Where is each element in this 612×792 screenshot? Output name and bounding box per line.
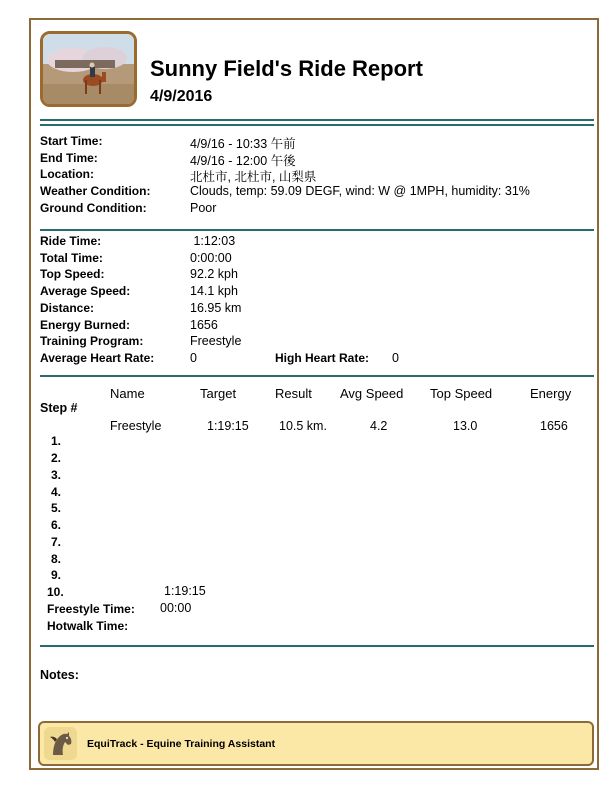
location-value: 北杜市, 北杜市, 山梨県 (190, 170, 317, 184)
step-number: 5. (51, 501, 62, 515)
divider (40, 645, 594, 647)
high-heart-rate-value: 0 (392, 351, 399, 365)
step-number: 3. (51, 468, 62, 482)
step-number: 9. (51, 568, 62, 582)
report-date: 4/9/2016 (150, 88, 213, 105)
total-time-label: Total Time: (40, 251, 103, 265)
step-number: 7. (51, 535, 62, 549)
step-number: 4. (51, 485, 62, 499)
horse-photo (40, 31, 137, 107)
footer-text: EquiTrack - Equine Training Assistant (87, 738, 276, 750)
average-speed-label: Average Speed: (40, 284, 131, 298)
column-header-target: Target (200, 386, 237, 401)
step-result-cell: 10.5 km. (279, 419, 327, 433)
column-header-energy: Energy (530, 386, 572, 401)
horse-head-icon (44, 727, 77, 760)
weather-label: Weather Condition: (40, 184, 151, 198)
divider (40, 375, 594, 377)
energy-burned-label: Energy Burned: (40, 318, 131, 332)
footer-bar (38, 721, 594, 766)
location-label: Location: (40, 167, 94, 181)
column-header-top-speed: Top Speed (430, 386, 493, 401)
end-time-value: 4/9/16 - 12:00 午後 (190, 154, 296, 168)
start-time-label: Start Time: (40, 134, 103, 148)
column-header-name: Name (110, 386, 145, 401)
ground-value: Poor (190, 201, 217, 215)
divider (40, 119, 594, 121)
step-top-speed-cell: 13.0 (453, 419, 478, 433)
step-avg-speed-cell: 4.2 (370, 419, 388, 433)
divider (40, 229, 594, 231)
step-number: 6. (51, 518, 62, 532)
ride-time-label: Ride Time: (40, 234, 102, 248)
column-header-avg-speed: Avg Speed (340, 386, 404, 401)
hotwalk-time-label: Hotwalk Time: (47, 619, 129, 633)
step-energy-cell: 1656 (540, 419, 568, 433)
step-number: 10. (47, 585, 64, 599)
divider (40, 124, 594, 126)
weather-value: Clouds, temp: 59.09 DEGF, wind: W @ 1MPH, humidity: 31% (190, 184, 530, 198)
distance-label: Distance: (40, 301, 95, 315)
top-speed-label: Top Speed: (40, 267, 105, 281)
top-speed-value: 92.2 kph (190, 267, 238, 281)
freestyle-time-value: 00:00 (160, 601, 192, 615)
high-heart-rate-label: High Heart Rate: (275, 351, 370, 365)
step-number-header: Step # (40, 401, 78, 415)
ground-label: Ground Condition: (40, 201, 147, 215)
training-program-value: Freestyle (190, 334, 242, 348)
average-speed-value: 14.1 kph (190, 284, 238, 298)
start-time-value: 4/9/16 - 10:33 午前 (190, 137, 296, 151)
ride-time-value: 1:12:03 (190, 234, 236, 248)
report-title: Sunny Field's Ride Report (150, 56, 423, 81)
total-time-cell: 1:19:15 (164, 584, 206, 598)
step-name-cell: Freestyle (110, 419, 162, 433)
energy-burned-value: 1656 (190, 318, 218, 332)
end-time-label: End Time: (40, 151, 98, 165)
distance-value: 16.95 km (190, 301, 242, 315)
freestyle-time-label: Freestyle Time: (47, 602, 135, 616)
average-heart-rate-label: Average Heart Rate: (40, 351, 155, 365)
step-number: 1. (51, 434, 62, 448)
step-number: 2. (51, 451, 62, 465)
column-header-result: Result (275, 386, 312, 401)
average-heart-rate-value: 0 (190, 351, 197, 365)
total-time-value: 0:00:00 (190, 251, 232, 265)
step-number: 8. (51, 552, 62, 566)
notes-label: Notes: (40, 668, 79, 682)
step-target-cell: 1:19:15 (207, 419, 249, 433)
training-program-label: Training Program: (40, 334, 144, 348)
